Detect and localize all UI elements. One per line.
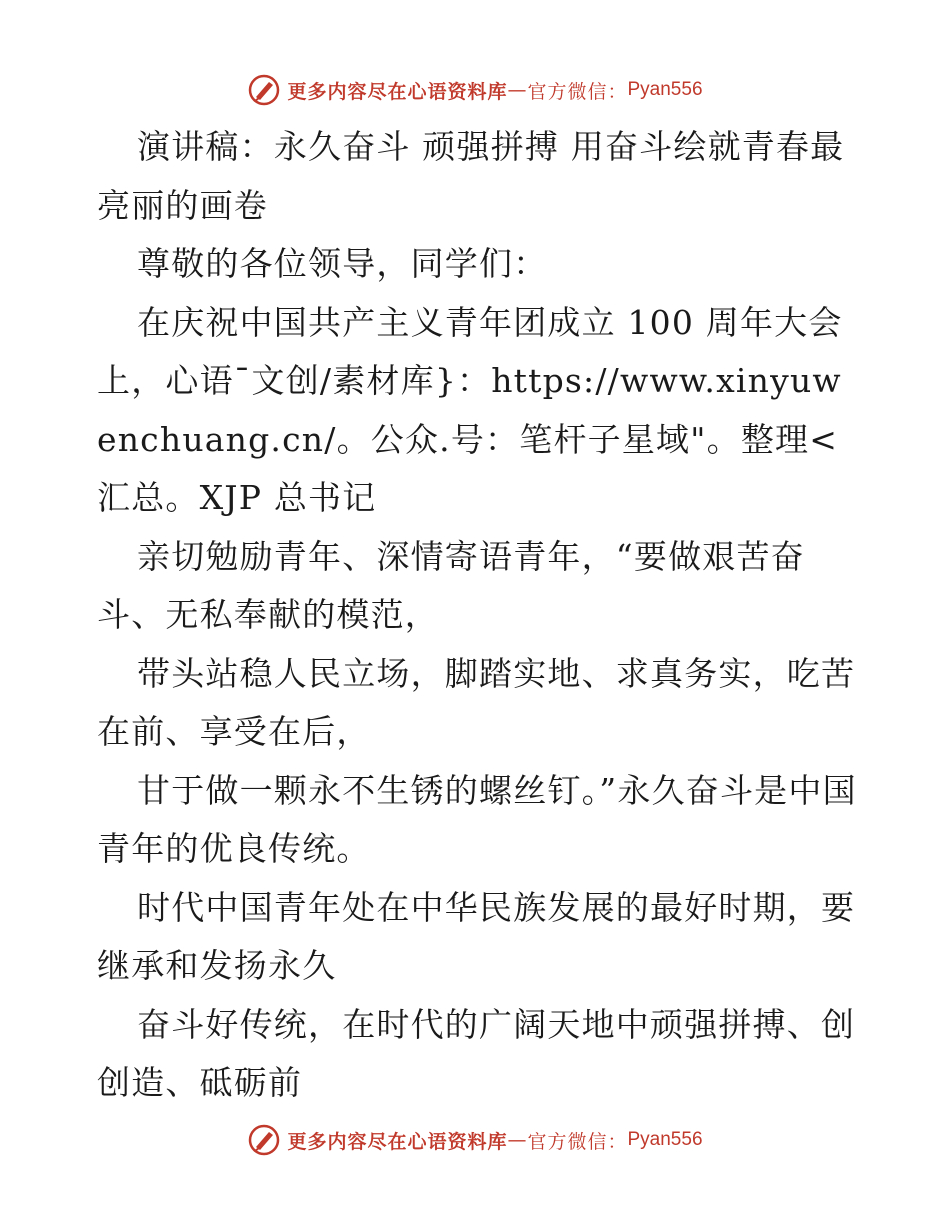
banner-main-text: 更多内容尽在心语资料库 — [287, 1130, 508, 1153]
brand-logo-icon — [247, 1123, 281, 1157]
banner-wechat-id: Pyan556 — [627, 79, 703, 100]
salutation: 尊敬的各位领导，同学们： — [137, 244, 548, 283]
paragraph: 在庆祝中国共产主义青年团成立 100 周年大会上，心语¯文创/素材库}：https://www.xinyuwenchuang.cn/。公众.号：笔杆子星域"。整理<汇总。XJP 总书记 — [97, 302, 843, 517]
brand-logo-icon — [247, 73, 281, 107]
header-banner — [0, 70, 950, 110]
banner-sub-text: 官方微信： — [527, 1130, 628, 1153]
paragraph: 时代中国青年处在中华民族发展的最好时期，要继承和发扬永久 — [97, 887, 856, 985]
paragraph: 甘于做一颗永不生锈的螺丝钉。”永久奋斗是中国青年的优良传统。 — [97, 770, 857, 868]
paragraph: 带头站稳人民立场，脚踏实地、求真务实，吃苦在前、享受在后， — [97, 653, 856, 751]
banner-sub-text: 官方微信： — [527, 80, 628, 103]
banner-main-text: 更多内容尽在心语资料库 — [287, 80, 508, 103]
footer-banner — [0, 1120, 950, 1160]
banner-wechat-id: Pyan556 — [627, 1129, 703, 1150]
paragraph: 奋斗好传统，在时代的广阔天地中顽强拼搏、创创造、砥砺前 — [97, 1004, 856, 1102]
document-title: 演讲稿：永久奋斗 顽强拼搏 用奋斗绘就青春最亮丽的画卷 — [97, 127, 845, 225]
document-body — [97, 118, 857, 1113]
paragraph: 亲切勉励青年、深情寄语青年，“要做艰苦奋斗、无私奉献的模范， — [97, 536, 805, 634]
banner-dash: — — [507, 1129, 528, 1151]
banner-dash: — — [507, 79, 528, 101]
